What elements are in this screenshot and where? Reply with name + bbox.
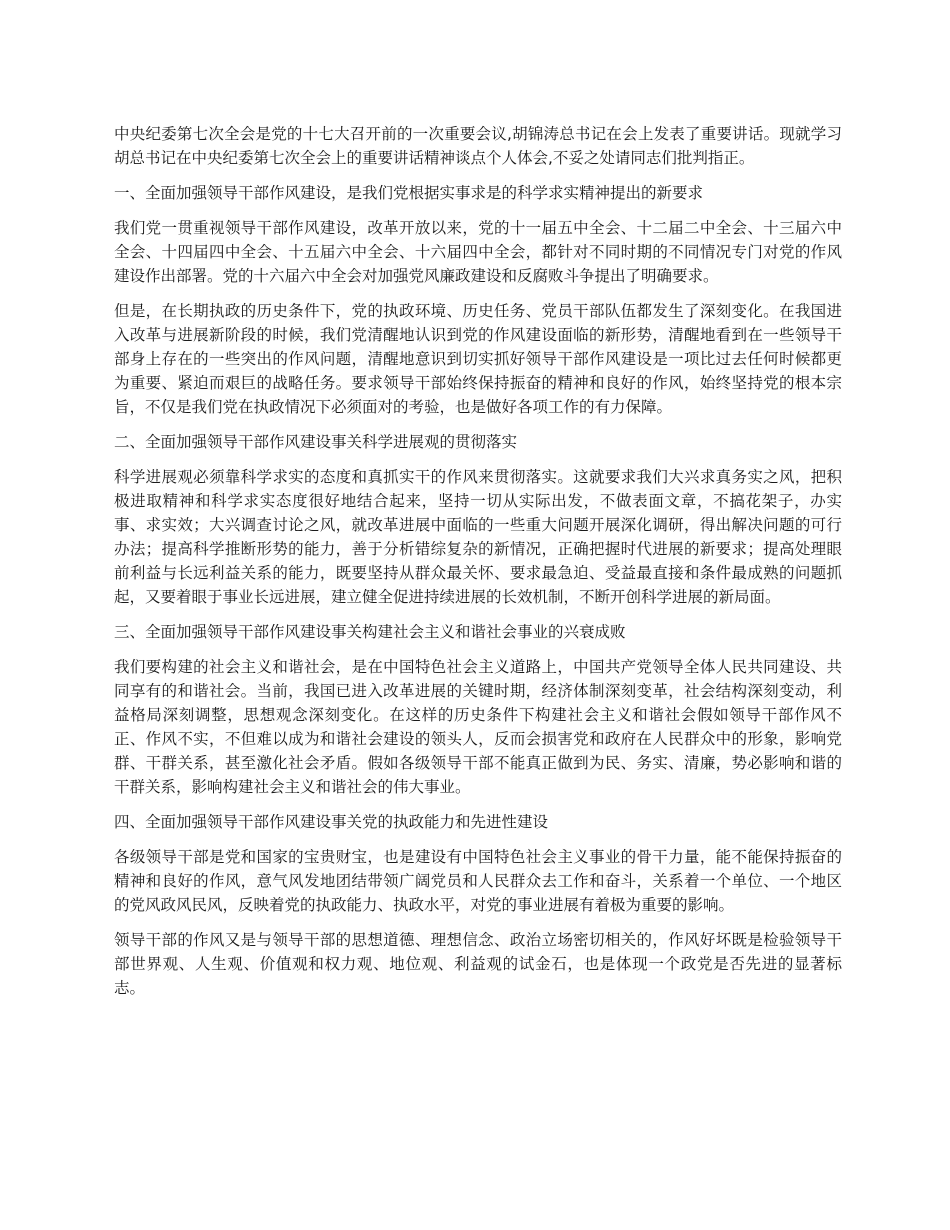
body-paragraph: 领导干部的作风又是与领导干部的思想道德、理想信念、政治立场密切相关的，作风好坏既是检验领导干部世界观、人生观、价值观和权力观、地位观、利益观的试金石，也是体现一个政党是否先进的显著标志。 xyxy=(114,931,842,997)
section-heading-2: 二、全面加强领导干部作风建设事关科学进展观的贯彻落实 xyxy=(114,433,518,451)
body-paragraph: 各级领导干部是党和国家的宝贵财宝，也是建设有中国特色社会主义事业的骨干力量，能不能保持振奋的精神和良好的作风，意气风发地团结带领广阔党员和人民群众去工作和奋斗，关系着一个单位、一个地区的党风政风民风，反映着党的执政能力、执政水平，对党的事业进展有着极为重要的影响。 xyxy=(114,848,842,914)
body-paragraph: 科学进展观必须靠科学求实的态度和真抓实干的作风来贯彻落实。这就要求我们大兴求真务实之风，把积极进取精神和科学求实态度很好地结合起来，坚持一切从实际出发，不做表面文章，不搞花架子，办实事、求实效；大兴调查讨论之风，就改革进展中面临的一些重大问题开展深化调研，得出解决问题的可行办法；提高科学推断形势的能力，善于分析错综复杂的新情况，正确把握时代进展的新要求；提高处理眼前利益与长远利益关系的能力，既要坚持从群众最关怀、要求最急迫、受益最直接和条件最成熟的问题抓起，又要着眼于事业长远进展，建立健全促进持续进展的长效机制，不断开创科学进展的新局面。 xyxy=(114,468,842,606)
body-paragraph: 我们要构建的社会主义和谐社会，是在中国特色社会主义道路上，中国共产党领导全体人民共同建设、共同享有的和谐社会。当前，我国已进入改革进展的关键时期，经济体制深刻变革，社会结构深刻变动，利益格局深刻调整，思想观念深刻变化。在这样的历史条件下构建社会主义和谐社会假如领导干部作风不正、作风不实，不但难以成为和谐社会建设的领头人，反而会损害党和政府在人民群众中的形象，影响党群、干群关系，甚至激化社会矛盾。假如各级领导干部不能真正做到为民、务实、清廉，势必影响和谐的干群关系，影响构建社会主义和谐社会的伟大事业。 xyxy=(114,658,842,796)
body-paragraph: 我们党一贯重视领导干部作风建设，改革开放以来，党的十一届五中全会、十二届二中全会、十三届六中全会、十四届四中全会、十五届六中全会、十六届四中全会，都针对不同时期的不同情况专门对党的作风建设作出部署。党的十六届六中全会对加强党风廉政建设和反腐败斗争提出了明确要求。 xyxy=(114,219,842,285)
intro-paragraph: 中央纪委第七次全会是党的十七大召开前的一次重要会议,胡锦涛总书记在会上发表了重要讲话。现就学习胡总书记在中央纪委第七次全会上的重要讲话精神谈点个人体会,不妥之处请同志们批判指正。 xyxy=(114,125,842,167)
section-heading-3: 三、全面加强领导干部作风建设事关构建社会主义和谐社会事业的兴衰成败 xyxy=(114,623,626,641)
section-heading-1: 一、全面加强领导干部作风建设，是我们党根据实事求是的科学求实精神提出的新要求 xyxy=(114,184,704,202)
body-paragraph: 但是，在长期执政的历史条件下，党的执政环境、历史任务、党员干部队伍都发生了深刻变化。在我国进入改革与进展新阶段的时候，我们党清醒地认识到党的作风建设面临的新形势，清醒地看到在一些领导干部身上存在的一些突出的作风问题，清醒地意识到切实抓好领导干部作风建设是一项比过去任何时候都更为重要、紧迫而艰巨的战略任务。要求领导干部始终保持振奋的精神和良好的作风，始终坚持党的根本宗旨，不仅是我们党在执政情况下必须面对的考验，也是做好各项工作的有力保障。 xyxy=(114,302,842,416)
section-heading-4: 四、全面加强领导干部作风建设事关党的执政能力和先进性建设 xyxy=(114,813,549,831)
document-body xyxy=(114,122,842,1011)
